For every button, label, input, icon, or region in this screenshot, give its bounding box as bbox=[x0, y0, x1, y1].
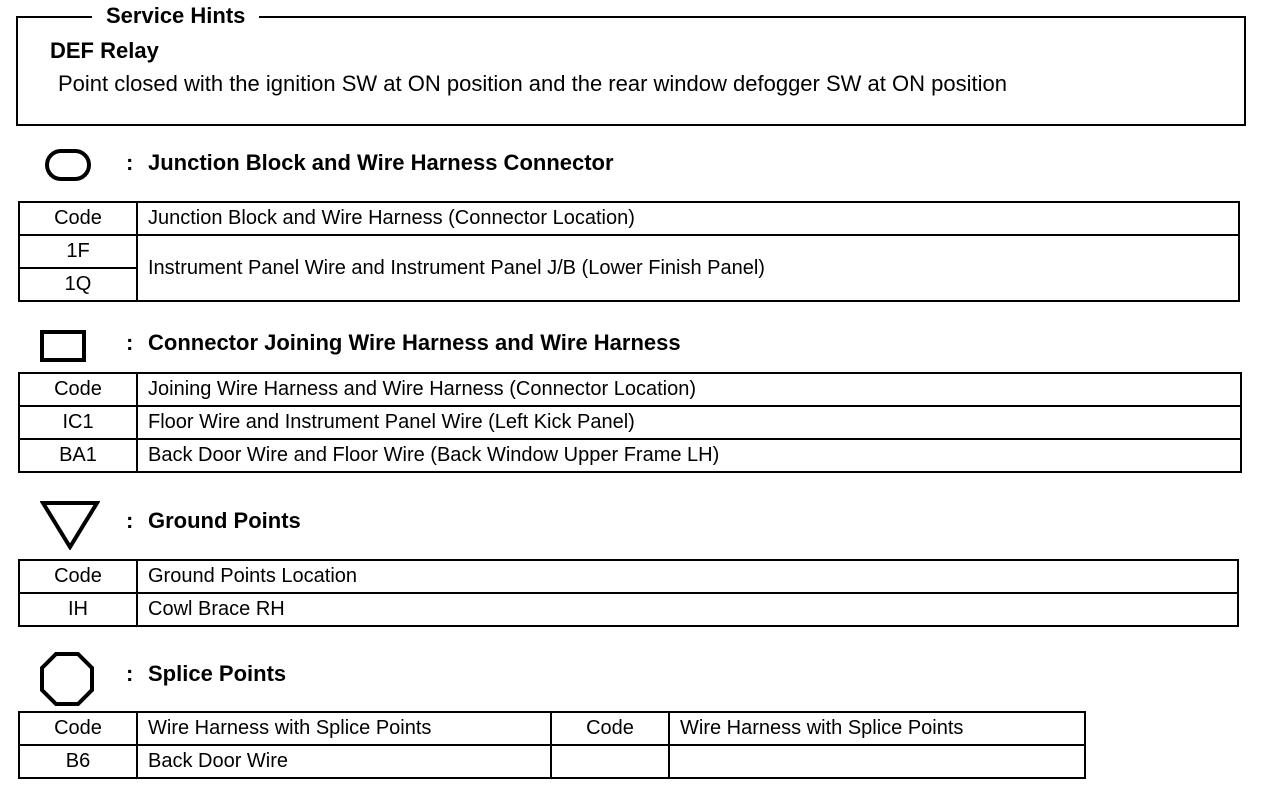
table-row bbox=[19, 439, 1241, 472]
header-code: Code bbox=[19, 712, 137, 745]
connector-heading-text: Connector Joining Wire Harness and Wire Harness bbox=[148, 330, 681, 355]
row-code: IC1 bbox=[19, 406, 137, 439]
connector-section-heading bbox=[126, 330, 681, 356]
row-code: IH bbox=[19, 593, 137, 626]
rounded-oval-icon bbox=[44, 148, 92, 182]
rectangle-icon bbox=[40, 330, 86, 362]
table-header-row bbox=[19, 560, 1238, 593]
table-header-row bbox=[19, 202, 1239, 235]
row-desc: Back Door Wire bbox=[137, 745, 551, 778]
row-desc-merged: Instrument Panel Wire and Instrument Panel J/B (Lower Finish Panel) bbox=[137, 235, 1239, 301]
junction-section-heading bbox=[126, 150, 614, 176]
ground-section-heading bbox=[126, 508, 301, 534]
row-desc: Cowl Brace RH bbox=[137, 593, 1238, 626]
row-desc: Floor Wire and Instrument Panel Wire (Left Kick Panel) bbox=[137, 406, 1241, 439]
row-code: 1F bbox=[19, 235, 137, 268]
row-code: 1Q bbox=[19, 268, 137, 301]
ground-table bbox=[18, 559, 1239, 627]
header-desc: Junction Block and Wire Harness (Connector Location) bbox=[137, 202, 1239, 235]
header-desc: Joining Wire Harness and Wire Harness (Connector Location) bbox=[137, 373, 1241, 406]
header-desc: Ground Points Location bbox=[137, 560, 1238, 593]
connector-colon: : bbox=[126, 330, 134, 355]
service-hints-description: Point closed with the ignition SW at ON position and the rear window defogger SW at ON position bbox=[58, 71, 1007, 96]
row-code: B6 bbox=[19, 745, 137, 778]
table-header-row bbox=[19, 712, 1085, 745]
row-code-2 bbox=[551, 745, 669, 778]
header-desc: Wire Harness with Splice Points bbox=[137, 712, 551, 745]
table-row bbox=[19, 593, 1238, 626]
relay-name: DEF Relay bbox=[50, 38, 159, 63]
table-row bbox=[19, 406, 1241, 439]
splice-colon: : bbox=[126, 661, 134, 686]
splice-heading-text: Splice Points bbox=[148, 661, 287, 686]
service-hints-title: Service Hints bbox=[92, 2, 259, 30]
table-row bbox=[19, 745, 1085, 778]
connector-table bbox=[18, 372, 1242, 473]
octagon-icon bbox=[40, 652, 94, 706]
header-code: Code bbox=[19, 560, 137, 593]
junction-heading-text: Junction Block and Wire Harness Connector bbox=[148, 150, 614, 175]
junction-colon: : bbox=[126, 150, 134, 175]
row-desc-2 bbox=[669, 745, 1085, 778]
ground-heading-text: Ground Points bbox=[148, 508, 301, 533]
junction-table bbox=[18, 201, 1240, 302]
splice-table bbox=[18, 711, 1086, 779]
splice-section-heading bbox=[126, 661, 286, 687]
header-code: Code bbox=[19, 202, 137, 235]
row-desc: Back Door Wire and Floor Wire (Back Window Upper Frame LH) bbox=[137, 439, 1241, 472]
header-desc-2: Wire Harness with Splice Points bbox=[669, 712, 1085, 745]
header-code: Code bbox=[19, 373, 137, 406]
table-row bbox=[19, 235, 1239, 268]
header-code-2: Code bbox=[551, 712, 669, 745]
ground-colon: : bbox=[126, 508, 134, 533]
down-triangle-icon bbox=[40, 500, 100, 550]
row-code: BA1 bbox=[19, 439, 137, 472]
table-header-row bbox=[19, 373, 1241, 406]
